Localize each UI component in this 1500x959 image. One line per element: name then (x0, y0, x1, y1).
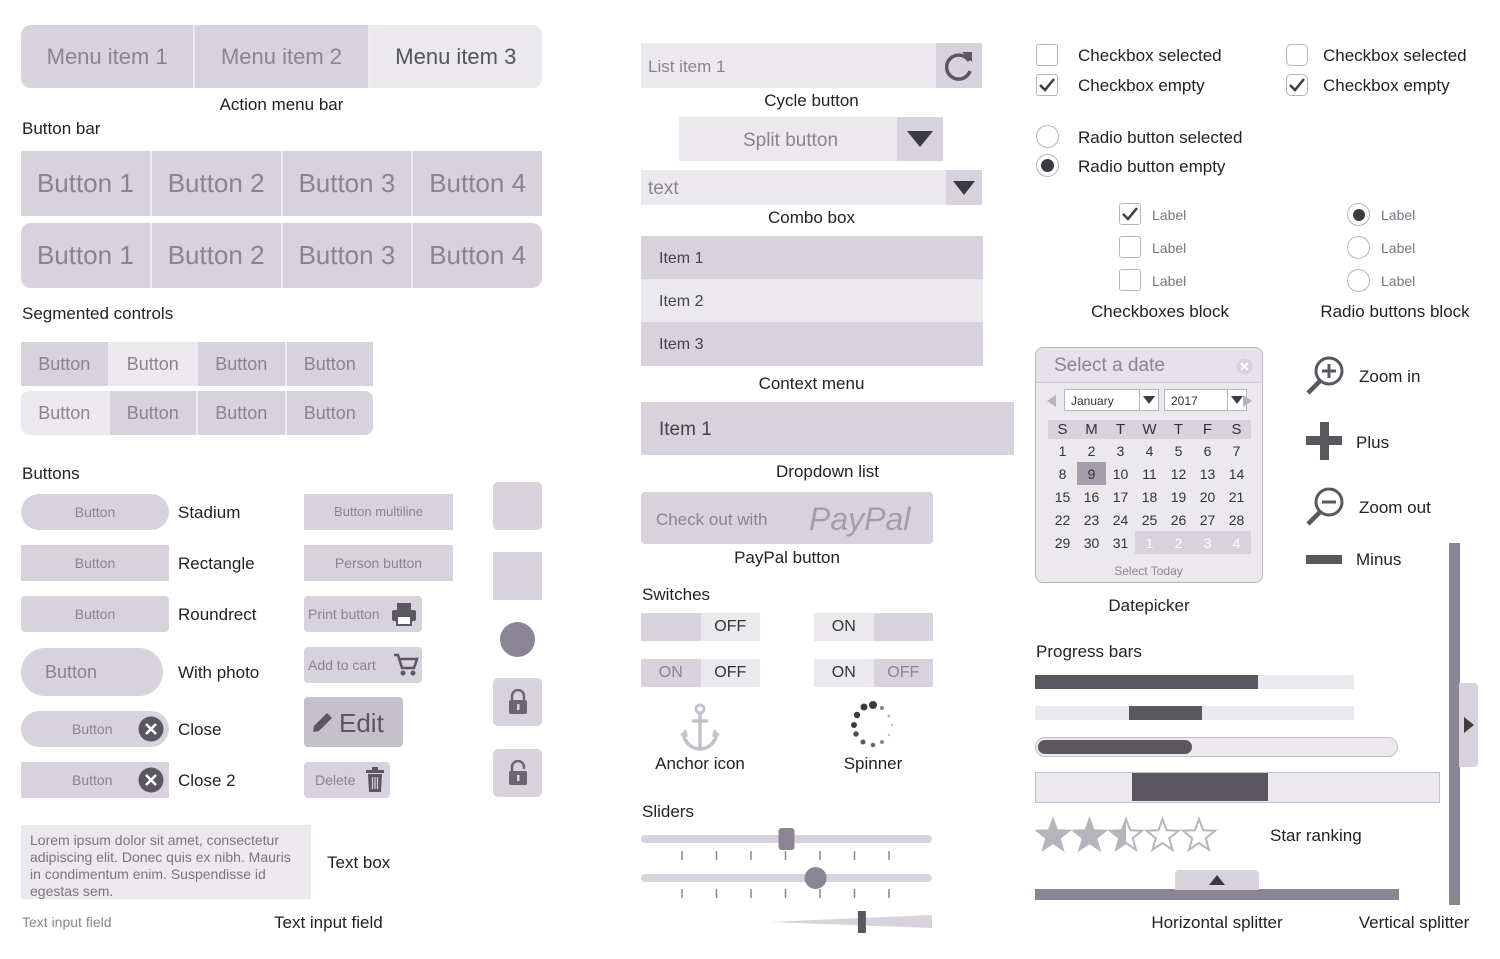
calendar-day[interactable]: 29 (1054, 534, 1071, 551)
switch-on-label: ON (814, 659, 874, 687)
trash-icon (365, 767, 385, 793)
select-today-link[interactable]: Select Today (1114, 564, 1183, 578)
checkbox-1-label: Checkbox selected (1078, 46, 1222, 65)
calendar-day[interactable]: 9 (1077, 462, 1106, 485)
slider-3-thumb[interactable] (858, 911, 866, 933)
paypal-logo: PayPal (809, 501, 911, 537)
switch-on-label: ON (641, 659, 701, 687)
print-button[interactable] (304, 596, 422, 632)
block-checkbox-3-label: Label (1152, 273, 1187, 289)
calendar-day[interactable]: 28 (1228, 511, 1245, 528)
text-box[interactable]: Lorem ipsum dolor sit amet, consectetur adipiscing elit. Donec quis ex nibh. Mauris in condimentum enim. Suspendisse id egestas sem. (21, 825, 311, 899)
star-icon[interactable] (1073, 819, 1105, 850)
progress-indeterminate-fill (1129, 706, 1202, 720)
horizontal-splitter-handle[interactable] (1175, 870, 1259, 890)
menu-item-2[interactable]: Menu item 2 (195, 25, 369, 88)
context-menu (641, 236, 983, 366)
refresh-icon (942, 49, 976, 83)
check-icon (1039, 78, 1055, 92)
switch-knob (641, 613, 701, 641)
button-bar-rect (21, 151, 542, 216)
paypal-prefix: Check out with (656, 510, 768, 529)
progress-bar-indeterminate-2 (1035, 772, 1440, 803)
vertical-splitter-caption: Vertical splitter (1358, 913, 1470, 932)
close-button[interactable] (21, 711, 169, 747)
triangle-down-icon (953, 181, 975, 195)
block-checkbox-1-label: Label (1152, 207, 1187, 223)
star-icon[interactable] (1110, 819, 1142, 850)
block-radio-3-label: Label (1381, 273, 1416, 289)
slider-2-thumb[interactable] (805, 867, 827, 889)
button-bar-button-4[interactable]: Button 4 (413, 223, 542, 288)
add-to-cart-button[interactable] (304, 647, 422, 683)
roundrect-button[interactable]: Button (21, 596, 169, 632)
calendar-day[interactable]: 13 (1199, 465, 1216, 482)
horizontal-splitter-caption: Horizontal splitter (1151, 913, 1283, 932)
delete-button-label: Delete (315, 772, 356, 788)
progress-title: Progress bars (1036, 642, 1142, 661)
triangle-down-icon (907, 131, 933, 147)
action-menu-caption: Action menu bar (219, 95, 344, 114)
year-value: 2017 (1171, 394, 1198, 408)
calendar-day[interactable]: 22 (1054, 511, 1071, 528)
close-2-button-label: Button (72, 772, 113, 788)
star-icon[interactable] (1037, 819, 1069, 850)
minus-label: Minus (1356, 550, 1402, 569)
spinner-icon (849, 701, 897, 749)
year-select[interactable] (1164, 389, 1247, 411)
segmented-title: Segmented controls (22, 304, 174, 323)
sliders-title: Sliders (642, 802, 694, 821)
horizontal-splitter[interactable] (1035, 889, 1399, 900)
calendar-day[interactable]: 21 (1228, 488, 1245, 505)
unlock-icon (506, 760, 530, 786)
menu-item-3[interactable]: Menu item 3 (370, 25, 542, 88)
rectangle-caption: Rectangle (178, 554, 255, 573)
rectangle-button[interactable]: Button (21, 545, 169, 581)
block-radio-2-label: Label (1381, 240, 1416, 256)
calendar-day[interactable]: 25 (1141, 511, 1158, 528)
calendar-day[interactable]: 18 (1141, 488, 1158, 505)
button-bar-rounded (21, 223, 542, 288)
button-bar-button-1[interactable]: Button 1 (21, 151, 152, 216)
photo-caption: With photo (178, 663, 260, 682)
paypal-button[interactable] (641, 492, 933, 544)
minus-icon[interactable] (1306, 555, 1342, 564)
checkbox-3[interactable] (1286, 44, 1308, 66)
datepicker-header[interactable] (1036, 348, 1261, 383)
anchor-icon (680, 703, 720, 753)
calendar-day[interactable]: 1 (1058, 442, 1067, 459)
person-button[interactable]: Person button (304, 545, 453, 581)
block-checkbox-2-label: Label (1152, 240, 1187, 256)
sliders-group (641, 826, 933, 936)
zoom-out-label: Zoom out (1359, 498, 1431, 517)
segmented-control-1 (21, 342, 373, 386)
progress-indeterminate-fill (1132, 773, 1268, 801)
menu-item-1[interactable]: Menu item 1 (21, 25, 195, 88)
progress-fill (1035, 675, 1258, 689)
square-button[interactable] (493, 552, 542, 600)
close-button-label: Button (72, 721, 113, 737)
round-button[interactable] (500, 622, 535, 657)
clear-icon[interactable] (1236, 358, 1253, 375)
zoom-in-icon[interactable] (1305, 355, 1345, 397)
buttons-title: Buttons (22, 464, 80, 483)
switch-off-2[interactable] (641, 659, 760, 687)
zoom-out-icon[interactable] (1305, 486, 1345, 528)
text-input-field[interactable]: Text input field (22, 914, 112, 930)
split-button[interactable] (679, 117, 943, 161)
triangle-down-icon (1139, 390, 1159, 410)
switch-off-label: OFF (701, 613, 761, 641)
calendar-day[interactable]: 14 (1228, 465, 1245, 482)
cycle-toggle[interactable] (936, 43, 982, 88)
weekday-header (1048, 420, 1251, 439)
calendar-day[interactable]: 30 (1083, 534, 1100, 551)
plus-label: Plus (1356, 433, 1390, 452)
block-radio-1[interactable] (1347, 203, 1370, 226)
block-checkbox-2[interactable] (1119, 236, 1141, 258)
calendar-day[interactable]: 1 (1135, 531, 1164, 554)
month-value: January (1071, 394, 1114, 408)
switch-off[interactable] (641, 613, 760, 641)
slider-3-track[interactable] (769, 915, 932, 928)
context-menu-caption: Context menu (758, 374, 865, 393)
calendar-day[interactable]: 27 (1199, 511, 1216, 528)
checkbox-4[interactable] (1286, 74, 1308, 96)
calendar-day[interactable]: 2 (1087, 442, 1096, 459)
radio-1-label: Radio button selected (1078, 128, 1243, 147)
progress-fill (1038, 740, 1192, 754)
block-radio-3[interactable] (1347, 269, 1370, 292)
stadium-button[interactable]: Button (21, 494, 169, 530)
button-bar-button-3[interactable]: Button 3 (283, 223, 414, 288)
add-to-cart-label: Add to cart (308, 657, 376, 673)
split-button-label: Split button (742, 130, 839, 151)
calendar-day[interactable]: 2 (1164, 531, 1193, 554)
progress-bar-rounded (1035, 737, 1398, 757)
calendar-grid (1048, 420, 1251, 554)
weekday-label: W (1142, 421, 1157, 438)
square-button-rounded[interactable] (493, 482, 542, 530)
calendar-day[interactable]: 19 (1170, 488, 1187, 505)
radio-block-caption: Radio buttons block (1320, 302, 1470, 321)
weekday-label: S (1057, 421, 1068, 438)
paypal-caption: PayPal button (734, 548, 840, 567)
close-icon[interactable] (138, 716, 164, 742)
calendar-day[interactable]: 24 (1112, 511, 1129, 528)
lock-icon (506, 689, 530, 715)
month-select[interactable] (1064, 389, 1159, 411)
segment-1[interactable]: Button (21, 342, 110, 386)
button-bar-title: Button bar (22, 119, 101, 138)
calendar-day[interactable]: 6 (1203, 442, 1212, 459)
edit-button[interactable] (304, 697, 403, 747)
calendar-day[interactable]: 4 (1145, 442, 1154, 459)
datepicker-caption: Datepicker (1108, 596, 1190, 615)
text-box-caption: Text box (327, 853, 391, 872)
segment-3[interactable]: Button (198, 342, 287, 386)
close-2-caption: Close 2 (178, 771, 236, 790)
print-button-label: Print button (308, 606, 380, 622)
calendar-day[interactable]: 7 (1232, 442, 1241, 459)
calendar-day[interactable]: 4 (1222, 531, 1251, 554)
prev-month-icon[interactable] (1047, 395, 1057, 407)
slider-1-thumb[interactable] (779, 828, 795, 850)
block-radio-2[interactable] (1347, 236, 1370, 259)
segment-4[interactable]: Button (287, 342, 374, 386)
lock-button[interactable] (493, 678, 542, 726)
button-bar-button-2[interactable]: Button 2 (152, 223, 283, 288)
anchor-caption: Anchor icon (655, 754, 745, 773)
edit-button-label: Edit (339, 708, 384, 738)
plus-icon[interactable] (1306, 422, 1342, 460)
checkbox-2-label: Checkbox empty (1078, 76, 1205, 95)
checkbox-4-label: Checkbox empty (1323, 76, 1450, 95)
calendar-day[interactable]: 8 (1058, 465, 1067, 482)
next-month-icon[interactable] (1242, 395, 1252, 407)
dropdown-caption: Dropdown list (776, 462, 879, 481)
pencil-icon (311, 710, 335, 734)
spinner-caption: Spinner (843, 754, 903, 773)
delete-button[interactable] (304, 762, 390, 798)
block-radio-1-label: Label (1381, 207, 1416, 223)
calendar-day[interactable]: 11 (1142, 465, 1157, 482)
check-icon (1289, 78, 1305, 92)
split-dropdown[interactable] (897, 117, 943, 161)
text-input-caption: Text input field (274, 913, 383, 932)
close-2-button[interactable] (21, 762, 169, 798)
calendar-day[interactable]: 17 (1112, 488, 1129, 505)
calendar-day[interactable]: 12 (1170, 465, 1187, 482)
combo-caption: Combo box (768, 208, 855, 227)
switch-off-label: OFF (874, 659, 934, 687)
calendar-day[interactable]: 5 (1174, 442, 1183, 459)
segment-1[interactable]: Button (21, 391, 110, 435)
combo-box[interactable] (641, 170, 982, 205)
photo-button[interactable]: Button (21, 648, 163, 696)
zoom-in-label: Zoom in (1359, 367, 1421, 386)
block-checkbox-1[interactable] (1119, 203, 1141, 225)
block-checkbox-3[interactable] (1119, 269, 1141, 291)
weekday-label: F (1202, 421, 1213, 438)
weekday-label: T (1115, 421, 1126, 438)
checkbox-1[interactable] (1036, 44, 1058, 66)
switch-off-label: OFF (701, 659, 761, 687)
radio-2-label: Radio button empty (1078, 157, 1226, 176)
star-icon[interactable] (1146, 819, 1178, 850)
roundrect-caption: Roundrect (178, 605, 257, 624)
checkbox-block-caption: Checkboxes block (1091, 302, 1229, 321)
radio-dot (1353, 209, 1365, 221)
action-menu-bar (21, 25, 542, 88)
calendar-day[interactable]: 15 (1054, 488, 1071, 505)
close-caption: Close (178, 720, 222, 739)
calendar-day[interactable]: 20 (1199, 488, 1216, 505)
cart-icon (393, 652, 419, 678)
segment-2[interactable]: Button (110, 342, 199, 386)
combo-value: text (648, 178, 679, 199)
radio-2[interactable] (1036, 154, 1059, 177)
triangle-right-icon (1464, 717, 1474, 733)
check-icon (1122, 207, 1138, 221)
switches-title: Switches (642, 585, 711, 604)
switch-on-label: ON (814, 613, 874, 641)
vertical-splitter-handle[interactable] (1459, 683, 1478, 767)
progress-bar-indeterminate (1035, 706, 1354, 720)
context-item-3[interactable]: Item 3 (641, 322, 983, 366)
radio-dot (1041, 159, 1054, 172)
segmented-control-2 (21, 391, 373, 435)
weekday-label: T (1173, 421, 1184, 438)
calendar-day[interactable]: 3 (1116, 442, 1125, 459)
cycle-value: List item 1 (648, 57, 726, 76)
calendar-day[interactable]: 23 (1083, 511, 1100, 528)
dropdown-list[interactable]: Item 1 (641, 402, 1014, 455)
segment-2[interactable]: Button (110, 391, 199, 435)
button-bar-button-3[interactable]: Button 3 (283, 151, 414, 216)
triangle-up-icon (1209, 875, 1225, 885)
weekday-label: S (1231, 421, 1242, 438)
star-rating[interactable] (1035, 816, 1253, 854)
switch-knob (874, 613, 934, 641)
calendar-day[interactable]: 26 (1170, 511, 1187, 528)
slider-2-track[interactable] (641, 874, 932, 882)
unlock-button[interactable] (493, 749, 542, 797)
datepicker-placeholder: Select a date (1054, 355, 1165, 376)
cycle-caption: Cycle button (764, 91, 859, 110)
weekday-label: M (1085, 421, 1098, 438)
button-bar-button-2[interactable]: Button 2 (152, 151, 283, 216)
calendar-day[interactable]: 3 (1193, 531, 1222, 554)
switch-on-2[interactable] (814, 659, 933, 687)
printer-icon (391, 602, 417, 626)
button-bar-button-1[interactable]: Button 1 (21, 223, 152, 288)
datepicker (1035, 347, 1263, 583)
context-item-2[interactable]: Item 2 (641, 279, 983, 322)
combo-dropdown[interactable] (946, 170, 982, 205)
context-item-1[interactable]: Item 1 (641, 236, 983, 279)
checkbox-3-label: Checkbox selected (1323, 46, 1467, 65)
star-icon[interactable] (1183, 819, 1215, 850)
progress-bar-1 (1035, 675, 1354, 689)
star-rating-caption: Star ranking (1270, 826, 1362, 845)
button-bar-button-4[interactable]: Button 4 (413, 151, 542, 216)
cycle-button[interactable] (641, 43, 982, 88)
calendar-day[interactable]: 31 (1112, 534, 1129, 551)
multiline-button[interactable]: Button multiline (304, 494, 453, 530)
checkbox-2[interactable] (1036, 74, 1058, 96)
switch-on[interactable] (814, 613, 933, 641)
stadium-caption: Stadium (178, 503, 241, 522)
calendar-day[interactable]: 16 (1083, 488, 1100, 505)
close-icon[interactable] (138, 767, 164, 793)
radio-1[interactable] (1036, 125, 1059, 148)
segment-4[interactable]: Button (287, 391, 374, 435)
calendar-day[interactable]: 10 (1112, 465, 1129, 482)
segment-3[interactable]: Button (198, 391, 287, 435)
